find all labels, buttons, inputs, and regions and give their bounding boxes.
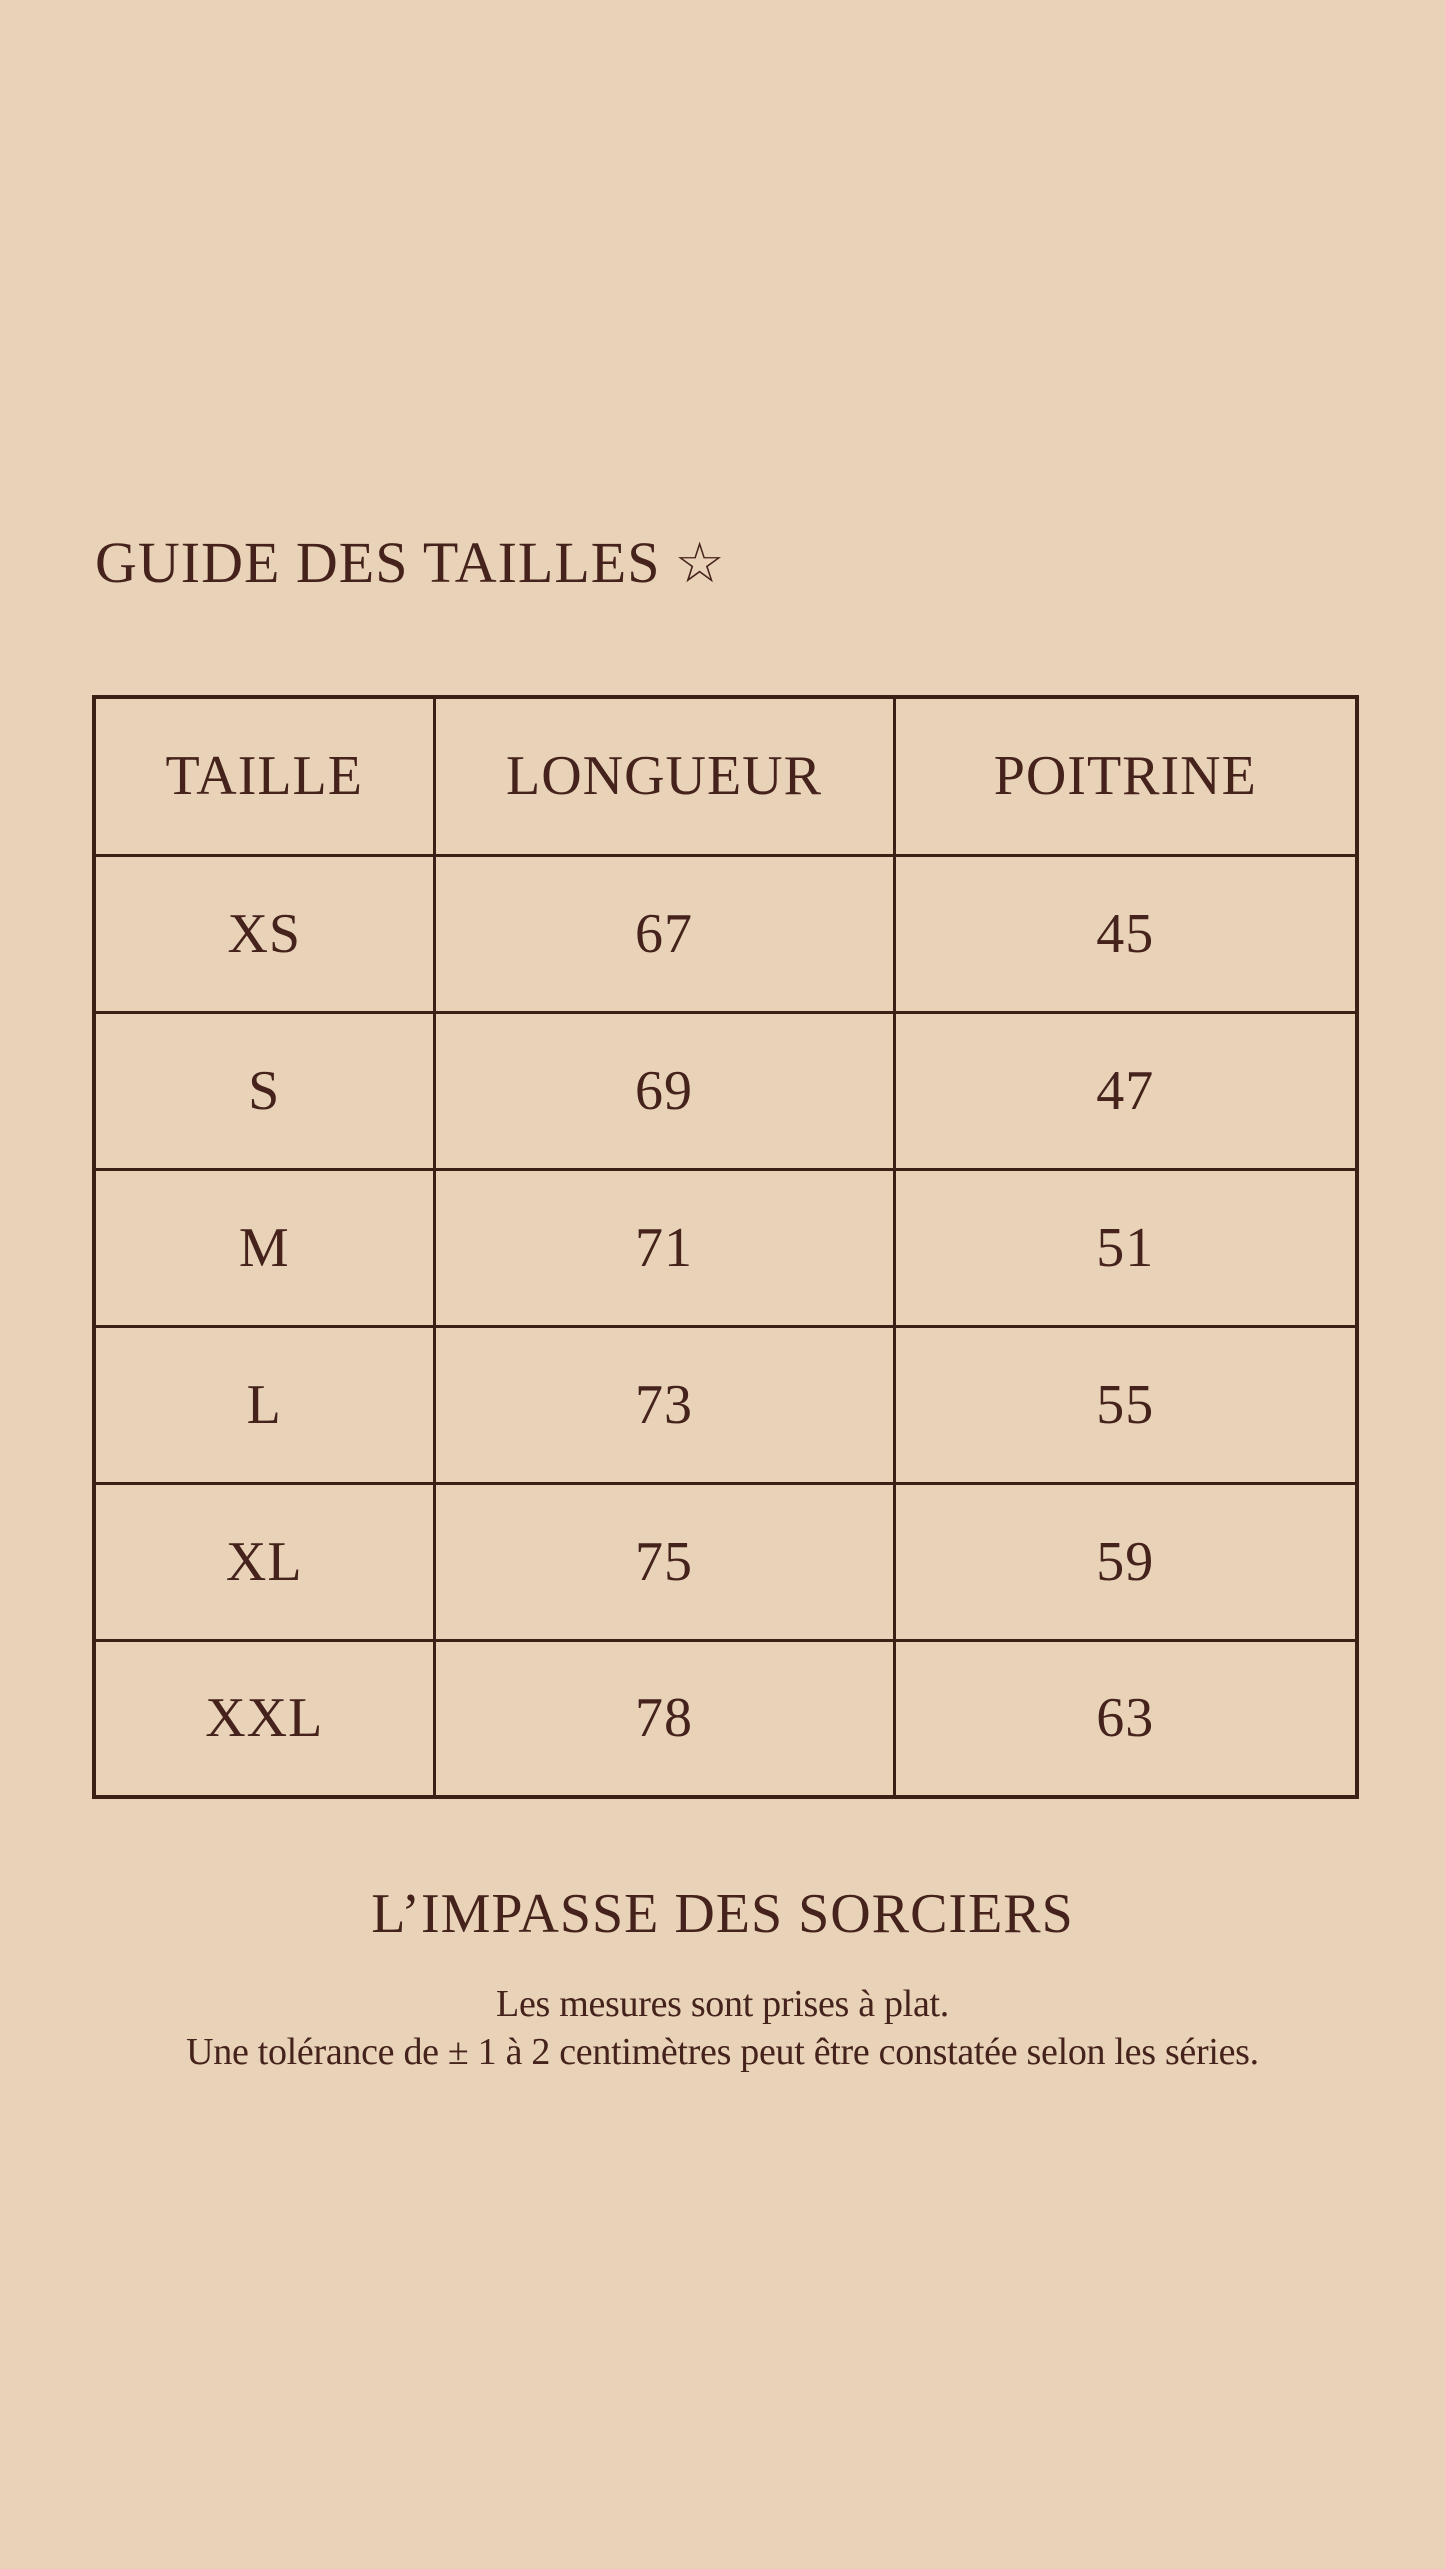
- table-row-xs: [94, 855, 1357, 1012]
- cell-poitrine: 45: [894, 855, 1357, 1012]
- column-header-taille: TAILLE: [94, 697, 434, 855]
- cell-taille: XS: [94, 855, 434, 1012]
- table-row-s: [94, 1012, 1357, 1169]
- note-tolerance: Une tolérance de ± 1 à 2 centimètres peut être constatée selon les séries.: [186, 2031, 1259, 2073]
- cell-taille: XL: [94, 1483, 434, 1640]
- cell-taille: L: [94, 1326, 434, 1483]
- cell-poitrine: 63: [894, 1640, 1357, 1797]
- measurement-notes: [0, 1980, 1445, 2076]
- table-row-l: [94, 1326, 1357, 1483]
- page-title: [95, 530, 726, 595]
- cell-poitrine: 55: [894, 1326, 1357, 1483]
- size-table: [92, 695, 1359, 1799]
- cell-longueur: 69: [434, 1012, 894, 1169]
- table-row-xxl: [94, 1640, 1357, 1797]
- cell-longueur: 71: [434, 1169, 894, 1326]
- page-title-text: GUIDE DES TAILLES: [95, 530, 661, 595]
- cell-poitrine: 59: [894, 1483, 1357, 1640]
- cell-poitrine: 51: [894, 1169, 1357, 1326]
- cell-longueur: 73: [434, 1326, 894, 1483]
- cell-longueur: 67: [434, 855, 894, 1012]
- cell-longueur: 75: [434, 1483, 894, 1640]
- table-row-m: [94, 1169, 1357, 1326]
- brand-name: L’IMPASSE DES SORCIERS: [371, 1883, 1074, 1945]
- cell-longueur: 78: [434, 1640, 894, 1797]
- column-header-longueur: LONGUEUR: [434, 697, 894, 855]
- note-measures: Les mesures sont prises à plat.: [496, 1983, 949, 2025]
- cell-taille: M: [94, 1169, 434, 1326]
- cell-taille: S: [94, 1012, 434, 1169]
- star-icon: ☆: [674, 533, 726, 595]
- table-header-row: [94, 697, 1357, 855]
- table-row-xl: [94, 1483, 1357, 1640]
- column-header-poitrine: POITRINE: [894, 697, 1357, 855]
- cell-taille: XXL: [94, 1640, 434, 1797]
- cell-poitrine: 47: [894, 1012, 1357, 1169]
